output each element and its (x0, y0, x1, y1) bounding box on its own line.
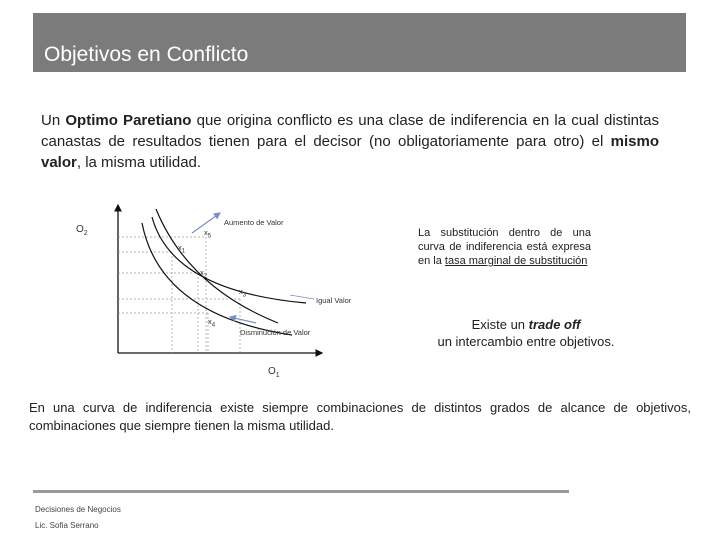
point-x5-label: $x_5$ (204, 228, 212, 240)
curve-middle (152, 217, 306, 303)
tradeoff-line-1: Existe un trade off (471, 317, 581, 332)
axis-x-label: $O_1$ (268, 366, 280, 379)
intro-text-1: Un (41, 112, 66, 129)
point-x1-label: $x_1$ (178, 243, 186, 255)
pointer-igual (290, 295, 314, 299)
label-igual-valor: Igual Valor (316, 296, 352, 305)
diagram-canvas (60, 195, 380, 385)
tradeoff-term: trade off (528, 317, 581, 332)
substitution-term: tasa marginal de substitución (444, 255, 588, 267)
point-x2-label: $x_2$ (200, 268, 208, 280)
label-aumento-de-valor: Aumento de Valor (224, 218, 284, 227)
indifference-diagram (60, 195, 380, 385)
tradeoff-note (418, 316, 634, 350)
footer-divider (33, 490, 569, 493)
tradeoff-line-2: un intercambio entre objetivos. (437, 334, 615, 349)
arrow-disminucion (230, 317, 256, 323)
intro-paragraph (41, 110, 659, 173)
conclusion-paragraph: En una curva de indiferencia existe siempre combinaciones de distintos grados de alcance de objetivos, combinaciones que siempre tienen la misma utilidad. (29, 400, 691, 433)
title-bar (33, 13, 686, 72)
curve-lower (142, 223, 292, 335)
footer-author: Lic. Sofia Serrano (35, 521, 99, 530)
point-x3-label: $x_3$ (239, 287, 247, 299)
footer-course: Decisiones de Negocios (35, 505, 121, 514)
point-x4-label: $x_4$ (208, 317, 216, 329)
intro-bold-mismo-valor: mismo valor (41, 133, 659, 171)
label-disminucion-de-valor: Disminución de Valor (240, 328, 311, 337)
intro-text-2: que origina conflicto es una clase de indiferencia en la cual distintas canastas de resultados tienen para el decisor (no obligatoriamente para otro) el (41, 112, 659, 150)
axis-y-label: $O_2$ (76, 224, 88, 237)
intro-text-3: , la misma utilidad. (76, 154, 202, 171)
slide-title: Objetivos en Conflicto (44, 43, 249, 66)
substitution-note (418, 226, 591, 268)
substitution-text: La substitución dentro de una curva de indiferencia está expresa en la (418, 227, 591, 267)
intro-bold-pareto: Optimo Paretiano (65, 112, 192, 129)
